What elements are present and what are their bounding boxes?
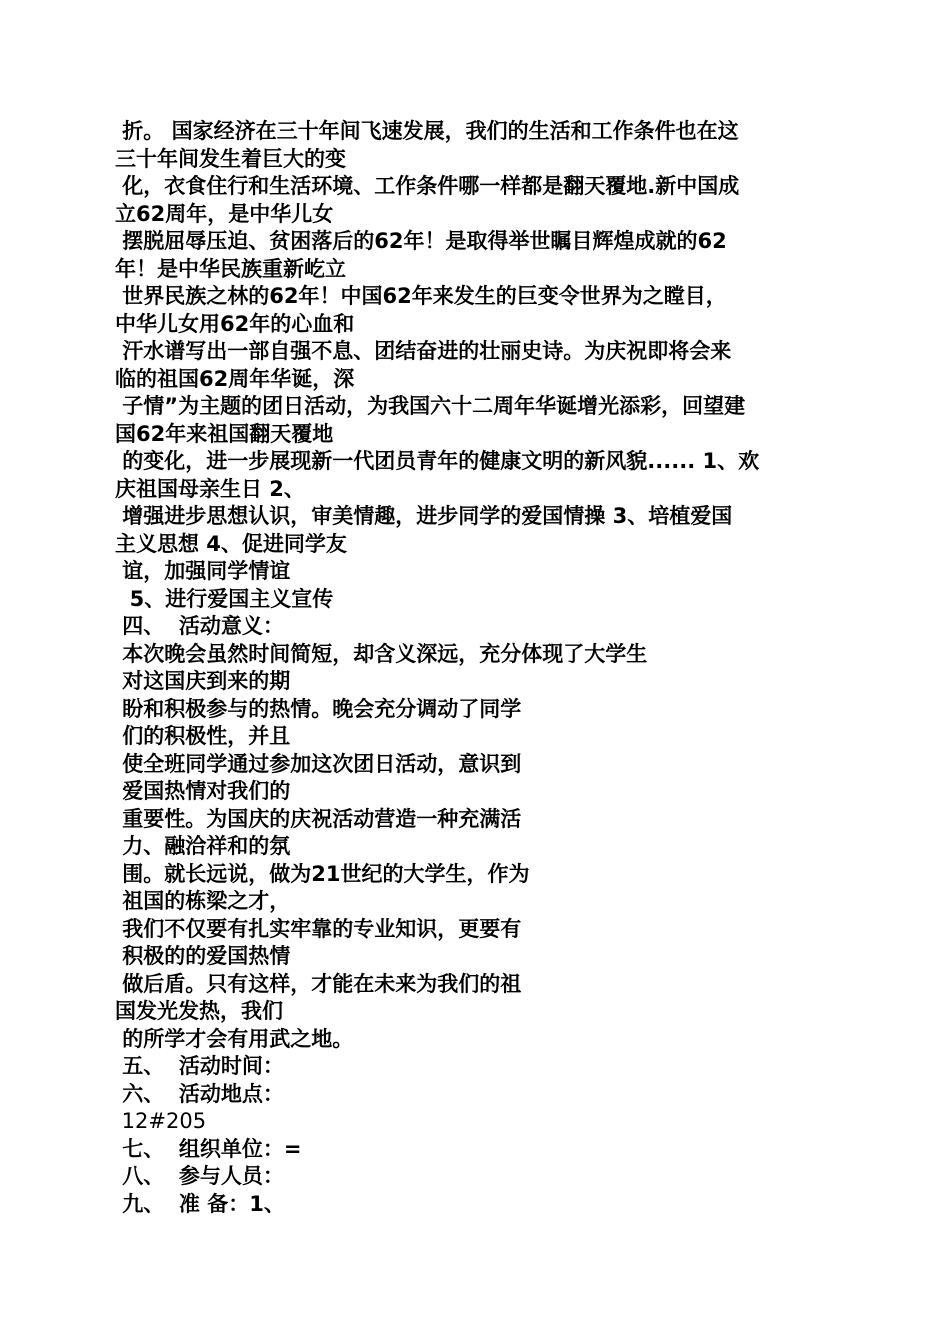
text-line: 围。就长远说，做为21世纪的大学生，作为 <box>115 861 530 886</box>
text-line: 立62周年，是中华儿女 <box>115 201 334 226</box>
text-line: 谊，加强同学情谊 <box>115 559 291 583</box>
text-line: 化，衣食住行和生活环境、工作条件哪一样都是翻天覆地.新中国成 <box>115 174 740 198</box>
text-line: 重要性。为国庆的庆祝活动营造一种充满活 <box>115 806 522 831</box>
text-line: 积极的的爱国热情 <box>115 944 291 968</box>
text-line: 临的祖国62周年华诞，深 <box>115 366 355 391</box>
text-line: 对这国庆到来的期 <box>115 669 291 693</box>
text-line: 子情”为主题的团日活动，为我国六十二周年华诞增光添彩，回望建 <box>115 394 746 418</box>
text-line: 祖国的栋梁之才， <box>115 889 291 913</box>
text-line: 国发光发热，我们 <box>115 999 283 1023</box>
text-line: 三十年间发生着巨大的变 <box>115 146 346 171</box>
text-line: 折。 国家经济在三十年间飞速发展，我们的生活和工作条件也在这 <box>115 119 739 143</box>
text-line: 本次晚会虽然时间简短，却含义深远，充分体现了大学生 <box>115 641 648 666</box>
text-line: 国62年来祖国翻天覆地 <box>115 421 334 446</box>
text-line: 庆祖国母亲生日 2、 <box>115 476 305 501</box>
text-line: 做后盾。只有这样，才能在未来为我们的祖 <box>115 971 522 996</box>
text-line: 使全班同学通过参加这次团日活动，意识到 <box>115 751 522 776</box>
section-heading-participants: 八、 参与人员： <box>115 1164 284 1188</box>
section-heading-significance: 四、 活动意义： <box>115 614 284 638</box>
text-line: 主义思想 4、促进同学友 <box>115 531 347 556</box>
text-line: 世界民族之林的62年！中国62年来发生的巨变令世界为之瞠目， <box>115 284 727 308</box>
text-line: 汗水谱写出一部自强不息、团结奋进的壮丽史诗。为庆祝即将会来 <box>115 339 732 363</box>
section-heading-preparation: 九、 准 备：1、 <box>115 1191 285 1216</box>
section-heading-organizer: 七、 组织单位：= <box>115 1136 302 1161</box>
text-line: 力、融洽祥和的氛 <box>115 834 291 858</box>
text-line: 增强进步思想认识，审美情趣，进步同学的爱国情操 3、培植爱国 <box>115 504 733 528</box>
document-body <box>115 118 835 1218</box>
text-line: 我们不仅要有扎实牢靠的专业知识，更要有 <box>115 916 522 941</box>
text-line: 的变化，进一步展现新一代团员青年的健康文明的新风貌...... 1、欢 <box>115 449 760 473</box>
text-line: 摆脱屈辱压迫、贫困落后的62年！是取得举世瞩目辉煌成就的62 <box>115 229 727 253</box>
text-line: 5、进行爱国主义宣传 <box>115 586 334 611</box>
text-line: 年！是中华民族重新屹立 <box>115 256 346 281</box>
location-value: 12#205 <box>115 1109 207 1133</box>
text-line: 的所学才会有用武之地。 <box>115 1026 354 1051</box>
text-line: 们的积极性，并且 <box>115 724 291 748</box>
text-line: 中华儿女用62年的心血和 <box>115 311 355 336</box>
section-heading-location: 六、 活动地点： <box>115 1081 284 1106</box>
text-line: 盼和积极参与的热情。晚会充分调动了同学 <box>115 696 522 721</box>
section-heading-time: 五、 活动时间： <box>115 1054 284 1078</box>
text-line: 爱国热情对我们的 <box>115 779 291 803</box>
